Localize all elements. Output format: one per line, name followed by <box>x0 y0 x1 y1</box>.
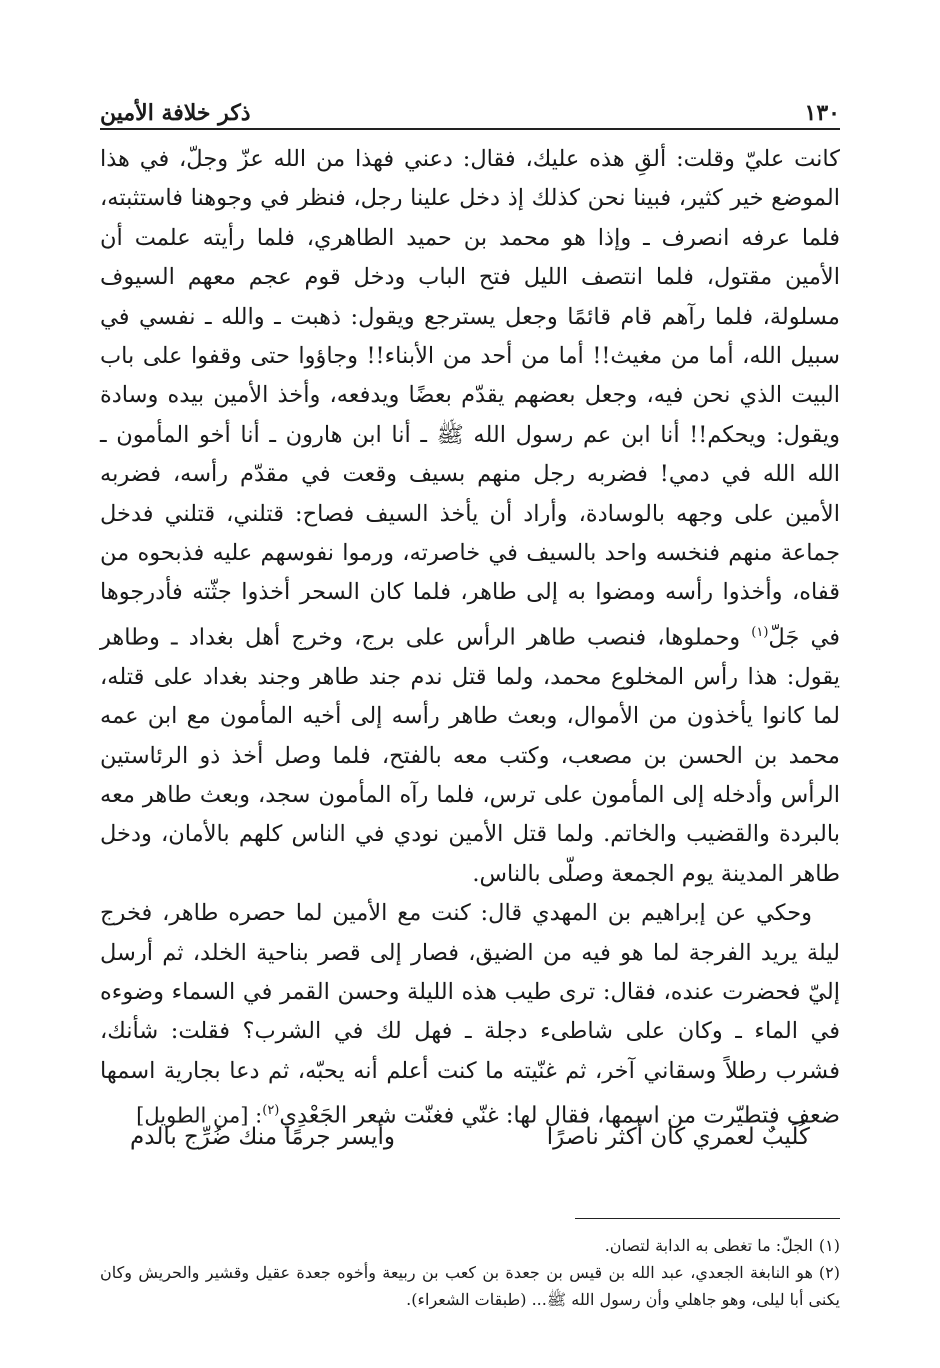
paragraph-1 <box>100 140 840 894</box>
footnote-1 <box>100 1232 840 1259</box>
footnotes <box>100 1232 840 1313</box>
footnote-marker-2: (٢) <box>262 1103 280 1119</box>
header-rule <box>100 128 840 130</box>
main-text <box>100 140 840 1136</box>
footnote-marker-1: (١) <box>751 624 769 640</box>
footnote-2-number: (٢) <box>818 1263 840 1282</box>
footnote-1-text: الجلّ: ما تغطى به الدابة لتصان. <box>604 1236 813 1255</box>
footnote-1-number: (١) <box>818 1236 840 1255</box>
verse-first-hemistich: كُلَيبٌ لعمري كان أكثر ناصرًا <box>546 1124 810 1150</box>
verse-second-hemistich: وأيسر جرمًا منك ضُرِّج بالدم <box>130 1124 396 1150</box>
poem-meter: : [من الطويل] <box>136 1103 263 1128</box>
poem-verse <box>130 1124 810 1164</box>
page-number: ١٣٠ <box>804 100 840 126</box>
footnote-separator <box>575 1218 840 1219</box>
running-title: ذكر خلافة الأمين <box>100 100 251 126</box>
paragraph-2 <box>100 894 840 1136</box>
footnote-2-text: هو النابغة الجعدي، عبد الله بن قيس بن جعدة بن كعب بن ربيعة وأخوه جعدة عقيل وقشير والحريش وكان يكنى أبا ليلى، وهو جاهلي وأن رسول الله ﷺ... (طبقات الشعراء). <box>100 1263 840 1309</box>
running-header <box>100 92 840 126</box>
paragraph-1-text: كانت عليّ وقلت: ألقِ هذه عليك، فقال: دعني فهذا من الله عزّ وجلّ، في هذا الموضع خير كثير، فبينا نحن كذلك إذ دخل علينا رجل، فنظر في وجوهنا فاستثبته، فلما عرفه انصرف ـ وإذا هو محمد بن حميد الطاهري، فلما رأيته علمت أن الأمين مقتول، فلما انتصف الليل فتح الباب ودخل قوم عجم معهم السيوف مسلولة، فلما رآهم قام قائمًا وجعل يسترجع ويقول: ذهبت ـ والله ـ نفسي في سبيل الله، أما من مغيث!! أما من أحد من الأبناء!! وجاؤوا حتى وقفوا على باب البيت الذي نحن فيه، وجعل بعضهم يقدّم بعضًا ويدفعه، وأخذ الأمين بيده وسادة ويقول: ويحكم!! أنا ابن عم رسول الله ﷺ ـ أنا ابن هارون ـ أنا أخو المأمون ـ الله الله في دمي! فضربه رجل منهم بسيف وقعت في مقدّم رأسه، فضربه الأمين على وجهه بالوسادة، وأراد أن يأخذ السيف فصاح: قتلني، قتلني فدخل جماعة منهم فنخسه واحد بالسيف في خاصرته، ورموا نفوسهم عليه فذبحوه من قفاه، وأخذوا رأسه ومضوا به إلى طاهر، فلما كان السحر أخذوا جثّته فأدرجوها في جَلّ <box>100 146 841 651</box>
paragraph-1-continued: وحملوها، فنصب طاهر الرأس على برج، وخرج أهل بغداد ـ وطاهر يقول: هذا رأس المخلوع محمد، ولما قتل ندم جند طاهر وجند بغداد على قتله، لما كانوا يأخذون من الأموال، وبعث طاهر رأسه إلى أخيه المأمون مع ابن عمه محمد بن الحسن بن مصعب، وكتب معه بالفتح، فلما وصل أخذ ذو الرئاستين الرأس وأدخله إلى المأمون على ترس، فلما رآه المأمون سجد، وبعث طاهر معه بالبردة والقضيب والخاتم. ولما قتل الأمين نودي في الناس كلهم بالأمان، ودخل طاهر المدينة يوم الجمعة وصلّى بالناس. <box>100 624 840 887</box>
paragraph-2-text: وحكي عن إبراهيم بن المهدي قال: كنت مع الأمين لما حصره طاهر، فخرج ليلة يريد الفرجة لما هو فيه من الضيق، فصار إلى قصر بناحية الخلد، ثم أرسل إليّ فحضرت عنده، فقال: ترى طيب هذه الليلة وحسن القمر في السماء وضوءه في الماء ـ وكان على شاطىء دجلة ـ فهل لك في الشرب؟ فقلت: شأنك، فشرب رطلاً وسقاني آخر، ثم غنّيته ما كنت أعلم أنه يحبّه، ثم دعا بجارية اسمها ضعف فتطيّرت من اسمها، فقال لها: غنّي فغنّت شعر الجَعْدِي <box>100 900 840 1129</box>
footnote-2 <box>100 1259 840 1313</box>
